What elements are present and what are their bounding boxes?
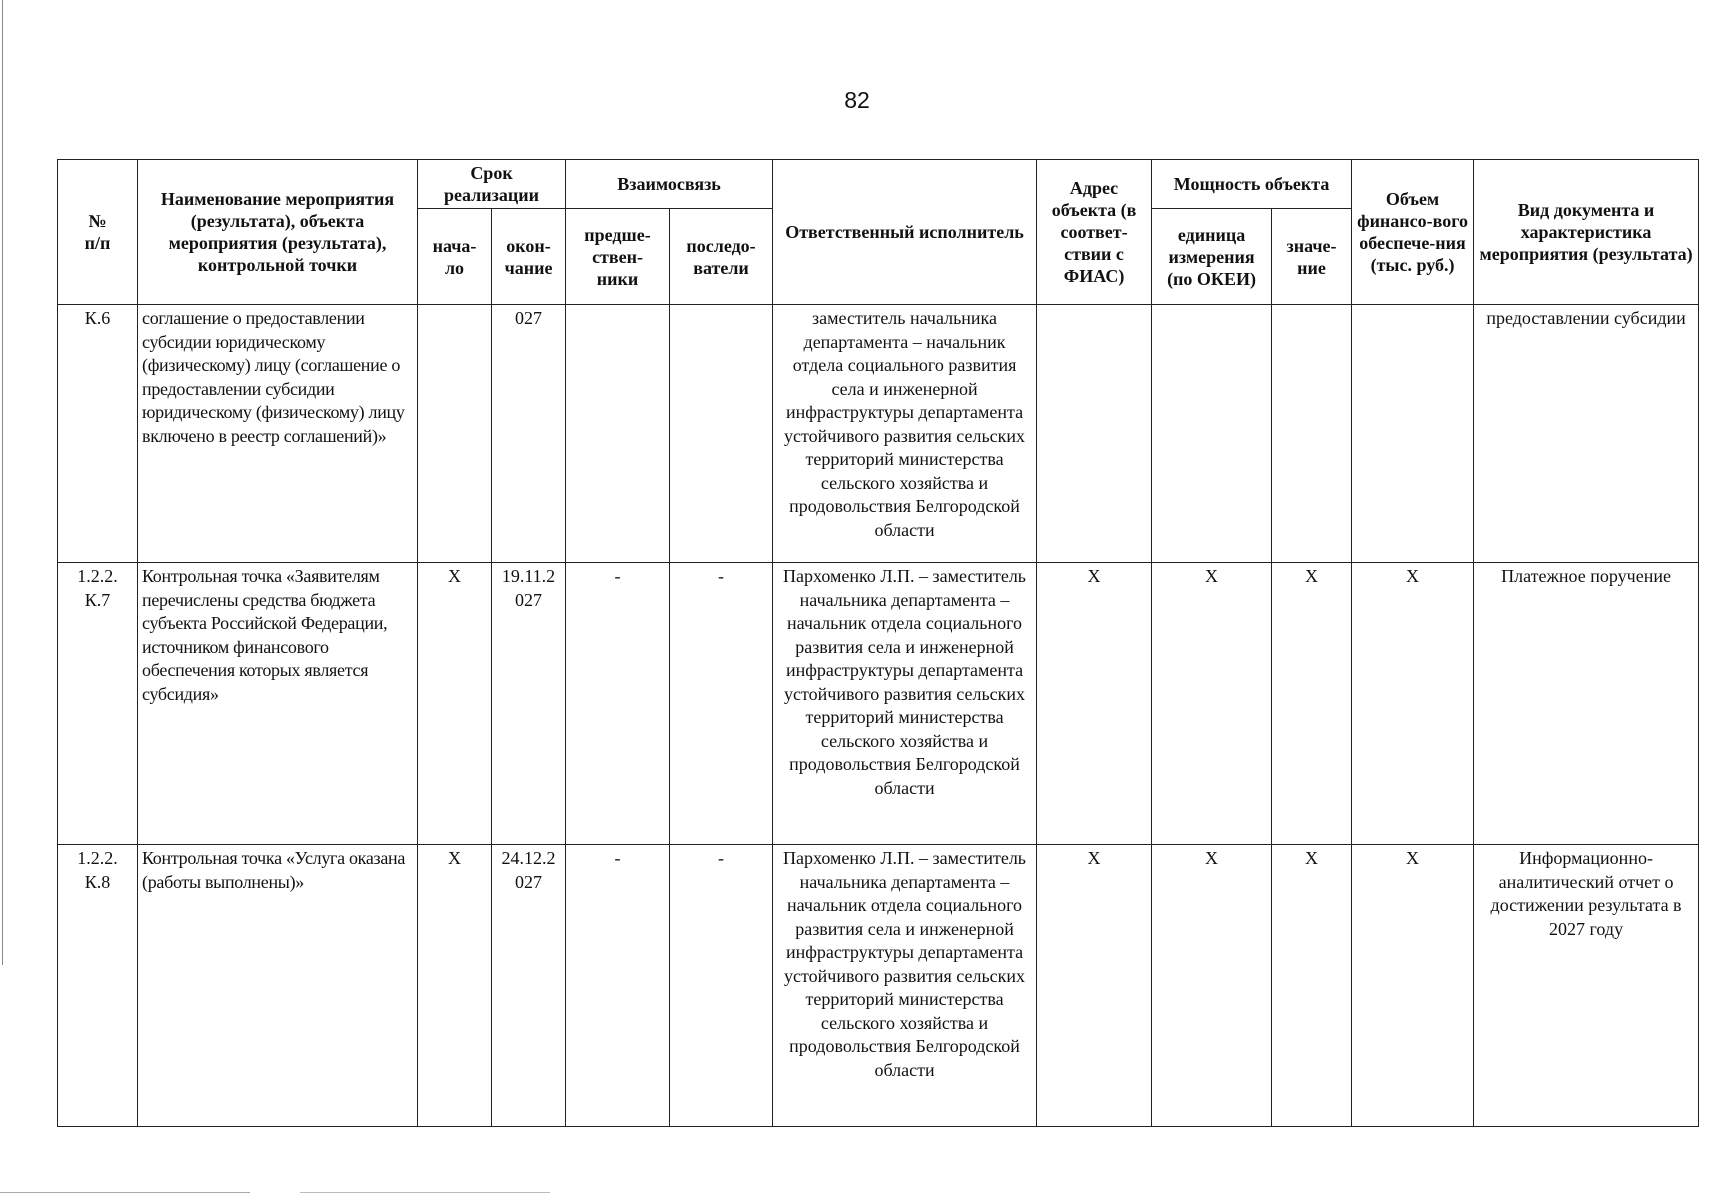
- header-link-next: последо- ватели: [670, 209, 773, 305]
- header-term-start: нача- ло: [418, 209, 492, 305]
- cell-finance: Х: [1352, 563, 1474, 845]
- cell-name: Контрольная точка «Заявителям перечислены средства бюджета субъекта Российской Федерации, источником финансового обеспечения которых является субсидия»: [138, 563, 418, 845]
- cell-doc: Платежное поручение: [1474, 563, 1699, 845]
- cell-value: [1272, 305, 1352, 563]
- cell-num: 1.2.2. К.7: [58, 563, 138, 845]
- cell-address: Х: [1037, 845, 1152, 1127]
- cell-end: 027: [492, 305, 566, 563]
- cell-responsible: заместитель начальника департамента – начальник отдела социального развития села и инженерной инфраструктуры департамента устойчивого развития сельских территорий министерства сельского хозяйства и продовольствия Белгородской области: [773, 305, 1037, 563]
- header-term: Срок реализации: [418, 160, 566, 209]
- scan-line: [300, 1192, 550, 1193]
- cell-num: К.6: [58, 305, 138, 563]
- cell-next: -: [670, 845, 773, 1127]
- cell-name: Контрольная точка «Услуга оказана (работы выполнены)»: [138, 845, 418, 1127]
- header-link-prev: предше- ствен- ники: [566, 209, 670, 305]
- header-name: Наименование мероприятия (результата), объекта мероприятия (результата), контрольной точки: [138, 160, 418, 305]
- cell-start: [418, 305, 492, 563]
- cell-finance: [1352, 305, 1474, 563]
- cell-start: Х: [418, 845, 492, 1127]
- table-row: [58, 845, 1699, 1127]
- header-num: № п/п: [58, 160, 138, 305]
- header-finance: Объем финансо-вого обеспече-ния (тыс. руб.): [1352, 160, 1474, 305]
- header-link: Взаимосвязь: [566, 160, 773, 209]
- header-capacity: Мощность объекта: [1152, 160, 1352, 209]
- cell-prev: [566, 305, 670, 563]
- cell-doc: предоставлении субсидии: [1474, 305, 1699, 563]
- cell-end: 19.11.2 027: [492, 563, 566, 845]
- header-address: Адрес объекта (в соответ-ствии с ФИАС): [1037, 160, 1152, 305]
- cell-address: Х: [1037, 563, 1152, 845]
- table-row: [58, 305, 1699, 563]
- cell-name: соглашение о предоставлении субсидии юридическому (физическому) лицу (соглашение о предоставлении субсидии юридическому (физическому) лицу включено в реестр соглашений)»: [138, 305, 418, 563]
- cell-end: 24.12.2 027: [492, 845, 566, 1127]
- header-doc: Вид документа и характеристика мероприятия (результата): [1474, 160, 1699, 305]
- cell-start: Х: [418, 563, 492, 845]
- plan-table: [57, 159, 1699, 1127]
- cell-unit: Х: [1152, 845, 1272, 1127]
- cell-unit: [1152, 305, 1272, 563]
- cell-value: Х: [1272, 563, 1352, 845]
- cell-prev: -: [566, 563, 670, 845]
- cell-unit: Х: [1152, 563, 1272, 845]
- header-responsible: Ответственный исполнитель: [773, 160, 1037, 305]
- page-number: 82: [844, 87, 870, 113]
- cell-prev: -: [566, 845, 670, 1127]
- cell-value: Х: [1272, 845, 1352, 1127]
- cell-address: [1037, 305, 1152, 563]
- cell-next: [670, 305, 773, 563]
- header-capacity-value: значе- ние: [1272, 209, 1352, 305]
- cell-doc: Информационно-аналитический отчет о достижении результата в 2027 году: [1474, 845, 1699, 1127]
- header-capacity-unit: единица измерения (по ОКЕИ): [1152, 209, 1272, 305]
- header-term-end: окон- чание: [492, 209, 566, 305]
- cell-finance: Х: [1352, 845, 1474, 1127]
- cell-responsible: Пархоменко Л.П. – заместитель начальника департамента – начальник отдела социального развития села и инженерной инфраструктуры департамента устойчивого развития сельских территорий министерства сельского хозяйства и продовольствия Белгородской области: [773, 563, 1037, 845]
- cell-next: -: [670, 563, 773, 845]
- page-edge-line: [2, 0, 3, 965]
- cell-num: 1.2.2. К.8: [58, 845, 138, 1127]
- cell-responsible: Пархоменко Л.П. – заместитель начальника департамента – начальник отдела социального развития села и инженерной инфраструктуры департамента устойчивого развития сельских территорий министерства сельского хозяйства и продовольствия Белгородской области: [773, 845, 1037, 1127]
- scan-line: [0, 1192, 250, 1193]
- table-row: [58, 563, 1699, 845]
